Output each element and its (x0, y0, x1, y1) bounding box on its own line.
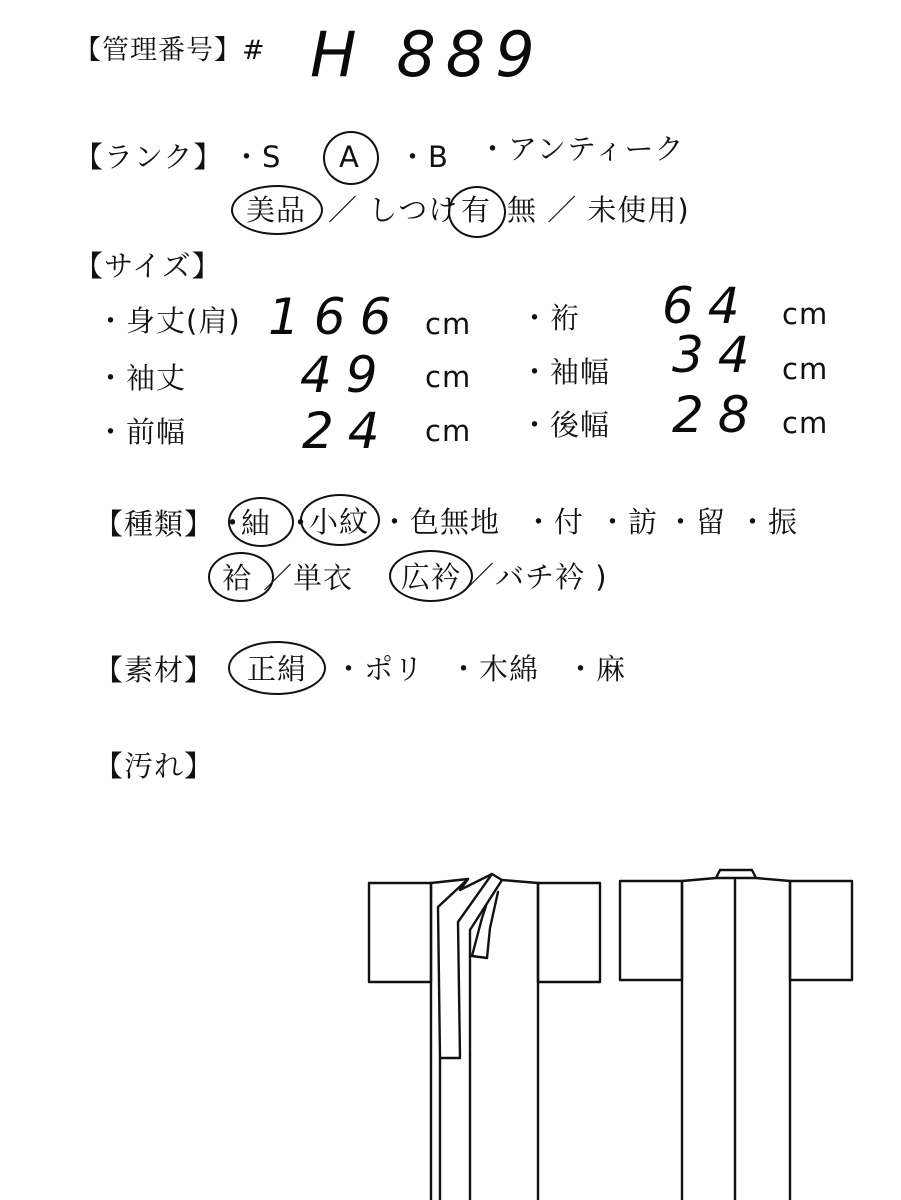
type-iromuji: ・色無地 (380, 505, 501, 539)
condition-mint: 美品 (246, 193, 307, 227)
size-label-yuki: ・裄 (520, 301, 581, 335)
type-komon: 小紋 (309, 505, 370, 539)
type-hiroeri: 広衿 (401, 560, 462, 594)
kimono-front-icon (369, 874, 600, 1200)
size-value-yuki: 64 (662, 277, 754, 335)
type-dot-0: ・ (218, 506, 249, 540)
size-value-front-width: 24 (302, 402, 394, 460)
size-unit-length: cm (425, 307, 472, 341)
size-unit-front-width: cm (425, 414, 472, 448)
size-unit-sleeve-length: cm (425, 360, 472, 394)
size-unit-back-width: cm (782, 406, 829, 440)
rank-option-b: ・B (398, 140, 449, 174)
size-value-sleeve-width: 34 (672, 326, 764, 384)
material-cotton: ・木綿 (449, 652, 540, 686)
size-value-length: 166 (268, 288, 406, 346)
material-linen: ・麻 (566, 652, 627, 686)
material-label: 【素材】 (94, 653, 215, 687)
type-tome: ・留 (666, 505, 727, 539)
type-hitoe: ／単衣 (263, 561, 354, 595)
management-label: 【管理番号】# (74, 35, 266, 66)
condition-basting: ／ しつけ (328, 193, 459, 227)
size-unit-yuki: cm (782, 297, 829, 331)
type-tsumugi: 紬 (241, 506, 272, 540)
size-label-length: ・身丈(肩) (96, 304, 241, 338)
size-label-sleeve-length: ・袖丈 (96, 361, 187, 395)
size-unit-sleeve-width: cm (782, 352, 829, 386)
size-label-back-width: ・後幅 (520, 408, 611, 442)
size-value-back-width: 28 (672, 386, 764, 444)
type-dot-1: ・ (286, 506, 317, 540)
size-label-sleeve-width: ・袖幅 (520, 355, 611, 389)
rank-label: 【ランク】 (74, 140, 224, 174)
type-label: 【種類】 (94, 507, 215, 541)
type-tsuke: ・付 (524, 505, 585, 539)
rank-option-antique: ・アンティーク (478, 132, 685, 166)
type-bachieri: ／バチ衿 ) (465, 560, 608, 594)
management-number: H 889 (310, 18, 545, 91)
material-poly: ・ポリ (334, 652, 425, 686)
condition-rest: 無 ／ 未使用) (507, 193, 690, 227)
type-awase: 袷 (222, 561, 253, 595)
stains-label: 【汚れ】 (94, 749, 215, 783)
kimono-back-icon (620, 870, 852, 1200)
type-houmon: ・訪 (598, 505, 659, 539)
rank-option-a: A (339, 140, 360, 174)
material-silk: 正絹 (247, 652, 308, 686)
rank-option-s: ・S (232, 140, 282, 174)
size-label-front-width: ・前幅 (96, 415, 187, 449)
size-label: 【サイズ】 (74, 249, 222, 283)
type-furi: ・振 (738, 505, 799, 539)
size-value-sleeve-length: 49 (300, 346, 392, 404)
condition-basting-yes: 有 (461, 193, 492, 227)
